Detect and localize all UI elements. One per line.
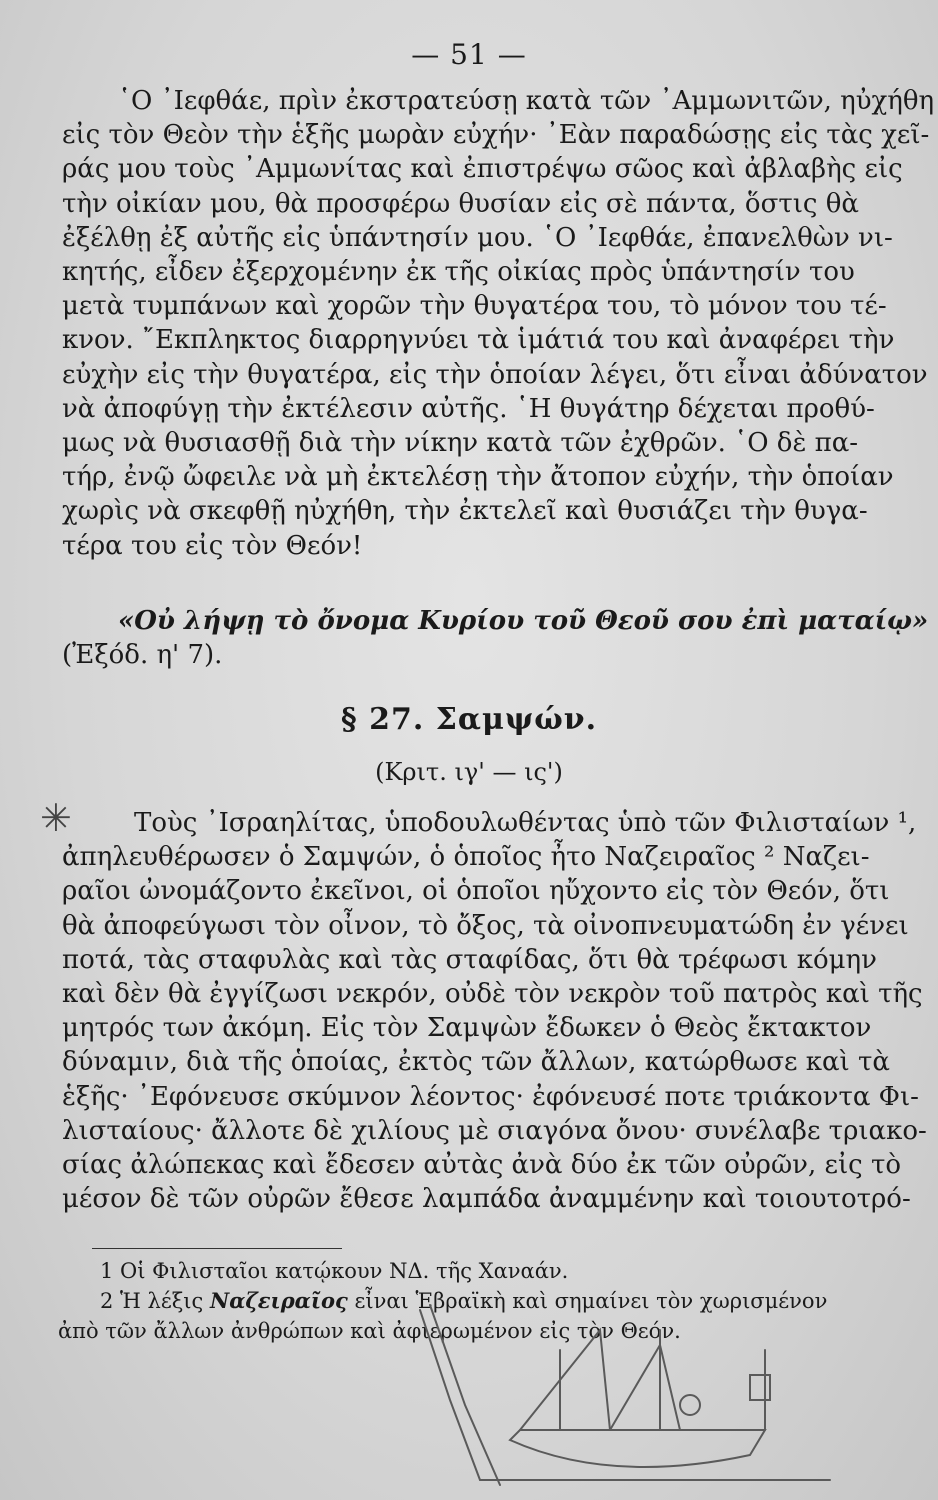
pencil-boat-drawing	[360, 1290, 880, 1490]
paragraph-jephthah	[62, 84, 935, 563]
text-line: χωρὶς νὰ σκεφθῇ ηὐχήθη, τὴν ἐκτελεῖ καὶ θυσιάζει τὴν θυγα-	[62, 496, 868, 527]
text-line: δύναμιν, διὰ τῆς ὁποίας, ἐκτὸς τῶν ἄλλων, κατώρθωσε καὶ τὰ	[62, 1047, 890, 1078]
pencil-stroke	[420, 1310, 480, 1480]
text-line: ραῖοι ὠνομάζοντο ἐκεῖνοι, οἱ ὁποῖοι ηὔχοντο εἰς τὸν Θεόν, ὅτι	[62, 876, 890, 907]
text-line: ποτά, τὰς σταφυλὰς καὶ τὰς σταφίδας, ὅτι θὰ τρέφωσι κόμην	[62, 944, 877, 975]
text-line: λισταίους· ἄλλοτε δὲ χιλίους μὲ σιαγόνα ὄνου· συνέλαβε τριακο-	[62, 1115, 927, 1146]
text-line: νὰ ἀποφύγῃ τὴν ἐκτέλεσιν αὐτῆς. ῾Η θυγάτηρ δέχεται προθύ-	[62, 393, 875, 424]
figure-head	[680, 1395, 700, 1415]
scripture-quote	[62, 604, 929, 672]
text-line: τὴν οἰκίαν μου, θὰ προσφέρω θυσίαν εἰς σὲ πάντα, ὅστις θὰ	[62, 188, 859, 219]
text-line: μέσον δὲ τῶν οὐρῶν ἔθεσε λαμπάδα ἀναμμένην καὶ τοιουτοτρό-	[62, 1184, 911, 1215]
text-line: εἰς τὸν Θεὸν τὴν ἑξῆς μωρὰν εὐχήν· ᾿Εὰν παραδώσῃς εἰς τὰς χεῖ-	[62, 120, 930, 151]
footnote-rule	[92, 1248, 342, 1249]
margin-star-mark: ✳	[40, 796, 72, 840]
text-line: ράς μου τοὺς ᾿Αμμωνίτας καὶ ἐπιστρέψω σῶος καὶ ἀβλαβὴς εἰς	[62, 154, 903, 185]
boat-sail	[520, 1330, 610, 1430]
footnote-1: 1 Οἱ Φιλισταῖοι κατῴκουν ΝΔ. τῆς Χαναάν.	[100, 1259, 569, 1283]
section-heading: § 27. Σαμψών.	[340, 702, 598, 737]
footnote-2-start: 2 Ἡ λέξις	[100, 1289, 204, 1313]
flag	[750, 1375, 770, 1400]
text-line: τέρα του εἰς τὸν Θεόν!	[62, 530, 363, 561]
text-line: ἀπηλευθέρωσεν ὁ Σαμψών, ὁ ὁποῖος ἦτο Ναζειραῖος ² Ναζει-	[62, 842, 870, 873]
text-line: τήρ, ἐνῷ ὤφειλε νὰ μὴ ἐκτελέσῃ τὴν ἄτοπον εὐχήν, τὴν ὁποίαν	[62, 462, 894, 493]
text-line: καὶ δὲν θὰ ἐγγίζωσι νεκρόν, οὐδὲ τὸν νεκρὸν τοῦ πατρὸς καὶ τῆς	[62, 979, 923, 1010]
text-line: σίας ἀλώπεκας καὶ ἔδεσεν αὐτὰς ἀνὰ δύο ἐκ τῶν οὐρῶν, εἰς τὸ	[62, 1150, 902, 1181]
text-line: μετὰ τυμπάνων καὶ χορῶν τὴν θυγατέρα του, τὸ μόνον του τέ-	[62, 291, 887, 322]
text-line: θὰ ἀποφεύγωσι τὸν οἶνον, τὸ ὄξος, τὰ οἰνοπνευματώδη ἐν γένει	[62, 910, 909, 941]
paragraph-samson	[62, 806, 927, 1216]
text-line: μητρός των ἀκόμη. Εἰς τὸν Σαμψὼν ἔδωκεν ὁ Θεὸς ἔκτακτον	[62, 1013, 872, 1044]
boat-sail	[610, 1345, 680, 1430]
text-line: ἑξῆς· ᾿Εφόνευσε σκύμνον λέοντος· ἐφόνευσέ ποτε τριάκοντα Φι-	[62, 1081, 919, 1112]
footnote-2-term: Ναζειραῖος	[210, 1288, 348, 1313]
text-line: κνον. ῎Εκπληκτος διαρρηγνύει τὰ ἱμάτιά του καὶ ἀναφέρει τὴν	[62, 325, 895, 356]
text-line: ῾Ο ᾿Ιεφθάε, πρὶν ἐκστρατεύσῃ κατὰ τῶν ᾿Αμμωνιτῶν, ηὐχήθη	[118, 86, 935, 116]
quote-text: «Οὐ λήψῃ τὸ ὄνομα Κυρίου τοῦ Θεοῦ σου ἐπὶ ματαίῳ»	[118, 606, 929, 636]
text-line: εὐχὴν εἰς τὴν θυγατέρα, εἰς τὴν ὁποίαν λέγει, ὅτι εἶναι ἀδύνατον	[62, 359, 928, 390]
text-line: Τοὺς ᾿Ισραηλίτας, ὑποδουλωθέντας ὑπὸ τῶν Φιλισταίων ¹,	[134, 808, 917, 838]
section-reference: (Κριτ. ιγ' — ις')	[375, 758, 563, 786]
quote-reference: (Ἐξόδ. η' 7).	[62, 640, 223, 670]
text-line: ἐξέλθῃ ἐξ αὐτῆς εἰς ὑπάντησίν μου. ῾Ο ᾿Ιεφθάε, ἐπανελθὼν νι-	[62, 222, 893, 253]
footnote-2-continuation: ἀπὸ τῶν ἄλλων ἀνθρώπων καὶ ἀφιερωμένον εἰς τὸν Θεόν.	[58, 1319, 681, 1343]
footnote-2-middle: εἶναι Ἑβραϊκὴ καὶ σημαίνει τὸν χωρισμένον	[354, 1289, 828, 1313]
text-line: μως νὰ θυσιασθῇ διὰ τὴν νίκην κατὰ τῶν ἐχθρῶν. ῾Ο δὲ πα-	[62, 428, 859, 459]
boat-hull	[510, 1430, 765, 1467]
page-number: — 51 —	[411, 38, 527, 71]
pencil-stroke	[430, 1305, 500, 1485]
text-line: κητής, εἶδεν ἐξερχομένην ἐκ τῆς οἰκίας πρὸς ὑπάντησίν του	[62, 257, 855, 288]
